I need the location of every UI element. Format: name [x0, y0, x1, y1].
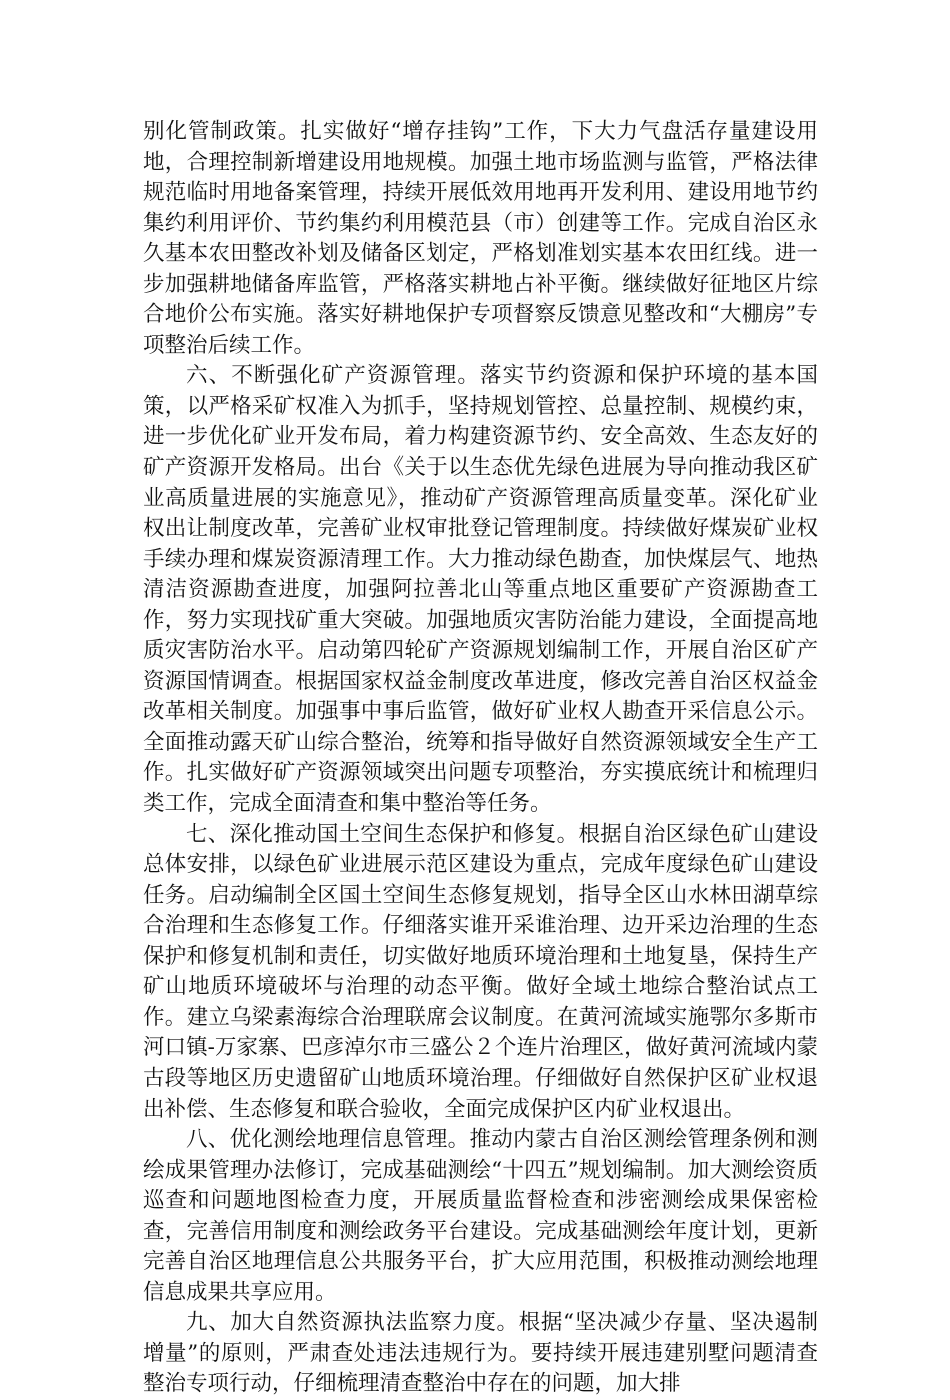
paragraph-land-use: 别化管制政策。扎实做好“增存挂钩”工作，下大力气盘活存量建设用地，合理控制新增建设用地规模。加强土地市场监测与监管，严格法律规范临时用地备案管理，持续开展低效用地再开发利用、建设用地节约集约利用评价、节约集约利用模范县（市）创建等工作。完成自治区永久基本农田整改补划及储备区划定，严格划准划实基本农田红线。进一步加强耕地储备库监管，严格落实耕地占补平衡。继续做好征地区片综合地价公布实施。落实好耕地保护专项督察反馈意见整改和“大棚房”专项整治后续工作。: [143, 119, 818, 358]
paragraph-ecological-restoration: 七、深化推动国土空间生态保护和修复。根据自治区绿色矿山建设总体安排，以绿色矿业进展示范区建设为重点，完成年度绿色矿山建设任务。启动编制全区国土空间生态修复规划，指导全区山水林田湖草综合治理和生态修复工作。仔细落实谁开采谁治理、边开采边治理的生态保护和修复机制和责任，切实做好地质环境治理和土地复垦，保持生产矿山地质环境破坏与治理的动态平衡。做好全域土地综合整治试点工作。建立乌梁素海综合治理联席会议制度。在黄河流域实施鄂尔多斯市河口镇-万家寨、巴彦淖尔市三盛公２个连片治理区，做好黄河流域内蒙古段等地区历史遗留矿山地质环境治理。仔细做好自然保护区矿业权退出补偿、生态修复和联合验收，全面完成保护区内矿业权退出。: [143, 821, 818, 1122]
document-page: [143, 117, 818, 1400]
paragraph-law-enforcement: 九、加大自然资源执法监察力度。根据“坚决减少存量、坚决遏制增量”的原则，严肃查处违法违规行为。要持续开展违建别墅问题清查整治专项行动，仔细梳理清查整治中存在的问题，加大排: [143, 1310, 818, 1397]
paragraph-surveying-mapping: 八、优化测绘地理信息管理。推动内蒙古自治区测绘管理条例和测绘成果管理办法修订，完成基础测绘“十四五”规划编制。加大测绘资质巡查和问题地图检查力度，开展质量监督检查和涉密测绘成果保密检查，完善信用制度和测绘政务平台建设。完成基础测绘年度计划，更新完善自治区地理信息公共服务平台，扩大应用范围，积极推动测绘地理信息成果共享应用。: [143, 1127, 818, 1305]
paragraph-mineral-resources: 六、不断强化矿产资源管理。落实节约资源和保护环境的基本国策，以严格采矿权准入为抓手，坚持规划管控、总量控制、规模约束，进一步优化矿业开发布局，着力构建资源节约、安全高效、生态友好的矿产资源开发格局。出台《关于以生态优先绿色进展为导向推动我区矿业高质量进展的实施意见》，推动矿产资源管理高质量变革。深化矿业权出让制度改革，完善矿业权审批登记管理制度。持续做好煤炭矿业权手续办理和煤炭资源清理工作。大力推动绿色勘查，加快煤层气、地热清洁资源勘查进度，加强阿拉善北山等重点地区重要矿产资源勘查工作，努力实现找矿重大突破。加强地质灾害防治能力建设，全面提高地质灾害防治水平。启动第四轮矿产资源规划编制工作，开展自治区矿产资源国情调查。根据国家权益金制度改革进度，修改完善自治区权益金改革相关制度。加强事中事后监管，做好矿业权人勘查开采信息公示。全面推动露天矿山综合整治，统筹和指导做好自然资源领域安全生产工作。扎实做好矿产资源领域突出问题专项整治，夯实摸底统计和梳理归类工作，完成全面清查和集中整治等任务。: [143, 363, 818, 817]
